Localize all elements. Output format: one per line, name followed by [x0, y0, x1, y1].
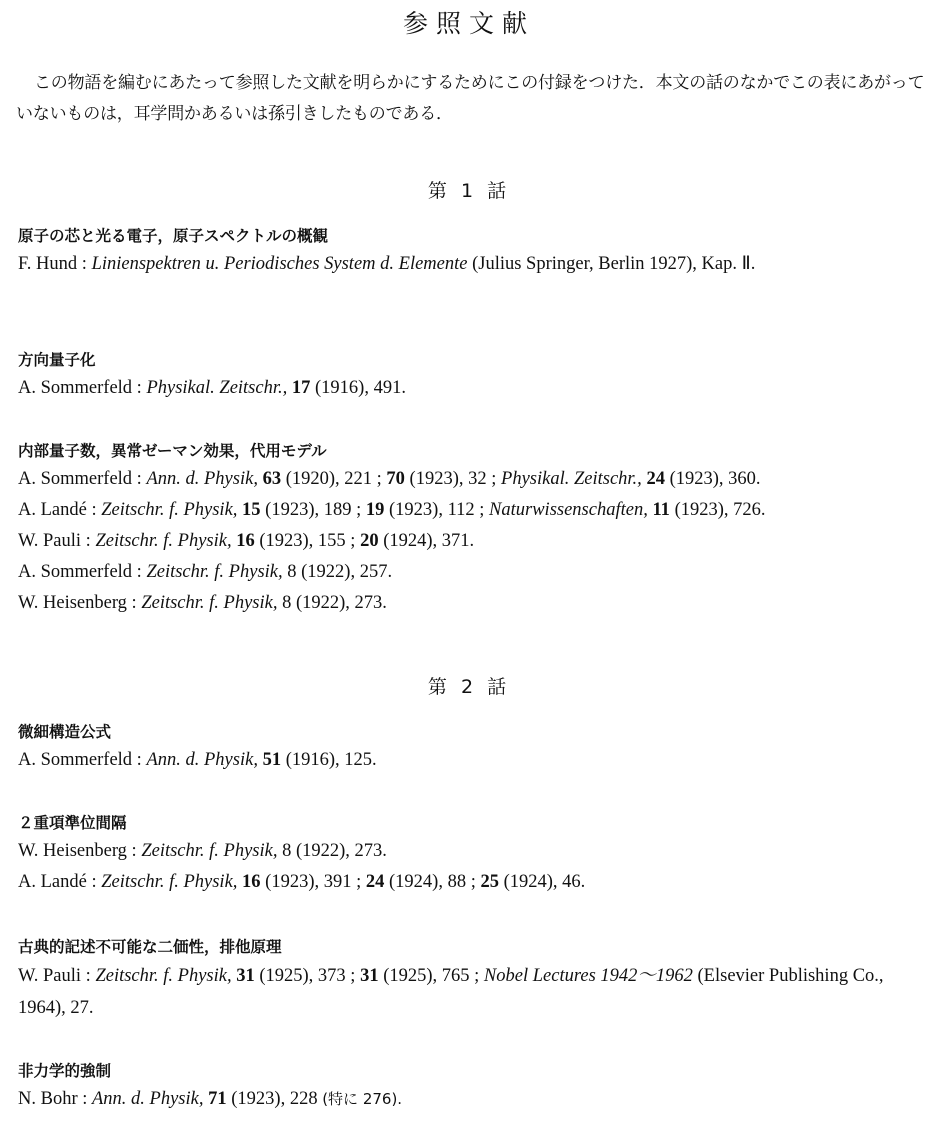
ref-author: A. Landé :: [18, 872, 97, 892]
ref-author: W. Pauli :: [18, 966, 91, 986]
ref-journal: Ann. d. Physik,: [146, 750, 258, 770]
ref-author: F. Hund :: [18, 254, 87, 274]
reference-entry: [18, 557, 923, 588]
ref-details: (1925), 765 ;: [383, 966, 480, 986]
section-exclusion-principle: [18, 934, 923, 1024]
ref-journal: Naturwissenschaften,: [489, 500, 648, 520]
ref-journal: Ann. d. Physik,: [92, 1089, 204, 1109]
reference-entry: [18, 836, 923, 867]
ref-volume: 71: [208, 1089, 227, 1109]
ref-volume: 51: [262, 750, 282, 770]
reference-entry: [18, 373, 923, 404]
ref-details: (Julius Springer, Berlin 1927), Kap. Ⅱ.: [472, 254, 756, 274]
reference-entry: [18, 867, 923, 898]
ref-details: (1923), 391 ;: [265, 872, 362, 892]
ref-volume: 15: [242, 500, 261, 520]
ref-details: (1925), 373 ;: [259, 966, 356, 986]
section-doublet-splitting: [18, 810, 923, 898]
intro-paragraph: この物語を編むにあたって参照した文献を明らかにするためにこの付録をつけた．本文の話のなかでこの表にあがっていないものは，耳学問かあるいは孫引きしたものである．: [16, 73, 925, 124]
section-heading: 原子の芯と光る電子，原子スペクトルの概観: [18, 227, 329, 245]
ref-journal: Zeitschr. f. Physik,: [95, 966, 232, 986]
ref-journal: Zeitschr. f. Physik,: [141, 593, 278, 613]
ref-volume: 16: [242, 872, 261, 892]
section-non-mechanical-constraint: [18, 1058, 923, 1115]
ref-author: A. Landé :: [18, 500, 97, 520]
ref-details: (1923), 360.: [669, 469, 761, 489]
reference-entry: [18, 464, 923, 495]
ref-details: (1922), 257.: [301, 562, 393, 582]
ref-details: (1923), 112 ;: [389, 500, 485, 520]
ref-details: (1923), 726.: [674, 500, 766, 520]
reference-entry: [18, 526, 923, 557]
ref-journal: Zeitschr. f. Physik,: [141, 841, 278, 861]
ref-details: (1923), 155 ;: [259, 531, 356, 551]
ref-journal: Ann. d. Physik,: [146, 469, 258, 489]
ref-author: N. Bohr :: [18, 1089, 88, 1109]
section-inner-quantum-number: [18, 438, 923, 619]
section-heading: 古典的記述不可能な二価性，排他原理: [18, 938, 282, 956]
reference-entry: [18, 745, 923, 776]
ref-volume: 20: [360, 531, 379, 551]
ref-author: W. Heisenberg :: [18, 841, 137, 861]
ref-details: (1923), 228: [231, 1089, 318, 1109]
ref-author: A. Sommerfeld :: [18, 750, 142, 770]
ref-author: A. Sommerfeld :: [18, 562, 142, 582]
chapter-1-heading: 第 1 話: [427, 180, 511, 202]
ref-author: W. Heisenberg :: [18, 593, 137, 613]
reference-entry: [18, 495, 923, 526]
ref-journal: Nobel Lectures 1942～1962: [483, 966, 693, 986]
reference-entry: [18, 588, 923, 619]
ref-details: (Elsevier Publishing Co., 1964), 27.: [18, 966, 884, 1018]
ref-journal: Linienspektren u. Periodisches System d. Elemente: [91, 254, 468, 274]
reference-entry: [18, 249, 923, 279]
ref-volume: 8: [282, 841, 292, 861]
ref-details: (1916), 491.: [315, 378, 406, 398]
section-heading: 内部量子数，異常ゼーマン効果，代用モデル: [18, 442, 327, 460]
section-direction-quantization: [18, 347, 923, 404]
reference-entry: [18, 960, 923, 1024]
ref-volume: 70: [386, 469, 405, 489]
ref-details: (1924), 371.: [383, 531, 475, 551]
section-heading: ２重項準位間隔: [18, 814, 127, 832]
ref-journal: Physikal. Zeitschr.,: [146, 378, 288, 398]
ref-volume: 31: [236, 966, 255, 986]
ref-volume: 11: [652, 500, 670, 520]
ref-volume: 24: [365, 872, 385, 892]
ref-details: (1924), 88 ;: [389, 872, 476, 892]
ref-details: (1922), 273.: [295, 841, 387, 861]
ref-details: (1922), 273.: [295, 593, 387, 613]
ref-journal: Zeitschr. f. Physik,: [101, 872, 238, 892]
ref-volume: 8: [282, 593, 292, 613]
ref-details: (1920), 221 ;: [285, 469, 382, 489]
section-heading: 非力学的強制: [18, 1062, 112, 1080]
ref-volume: 16: [236, 531, 255, 551]
page-title: 参照文献: [402, 9, 535, 38]
ref-volume: 24: [646, 469, 665, 489]
ref-volume: 63: [262, 469, 282, 489]
ref-note: (特に 276).: [322, 1090, 403, 1108]
chapter-2-heading: 第 2 話: [427, 676, 511, 698]
ref-author: A. Sommerfeld :: [18, 378, 142, 398]
ref-volume: 31: [360, 966, 379, 986]
ref-journal: Zeitschr. f. Physik,: [95, 531, 232, 551]
section-atomic-spectra: [18, 223, 923, 279]
reference-entry: [18, 1084, 923, 1115]
ref-journal: Zeitschr. f. Physik,: [146, 562, 283, 582]
ref-volume: 8: [287, 562, 297, 582]
ref-details: (1923), 32 ;: [409, 469, 497, 489]
section-heading: 微細構造公式: [18, 723, 112, 741]
ref-details: (1923), 189 ;: [265, 500, 362, 520]
ref-volume: 25: [480, 872, 499, 892]
ref-details: (1924), 46.: [503, 872, 586, 892]
ref-volume: 17: [291, 378, 311, 398]
ref-author: W. Pauli :: [18, 531, 91, 551]
ref-journal: Physikal. Zeitschr.,: [501, 469, 642, 489]
ref-details: (1916), 125.: [285, 750, 377, 770]
section-fine-structure: [18, 719, 923, 776]
ref-volume: 19: [365, 500, 385, 520]
section-heading: 方向量子化: [18, 351, 96, 369]
ref-journal: Zeitschr. f. Physik,: [101, 500, 238, 520]
ref-author: A. Sommerfeld :: [18, 469, 142, 489]
